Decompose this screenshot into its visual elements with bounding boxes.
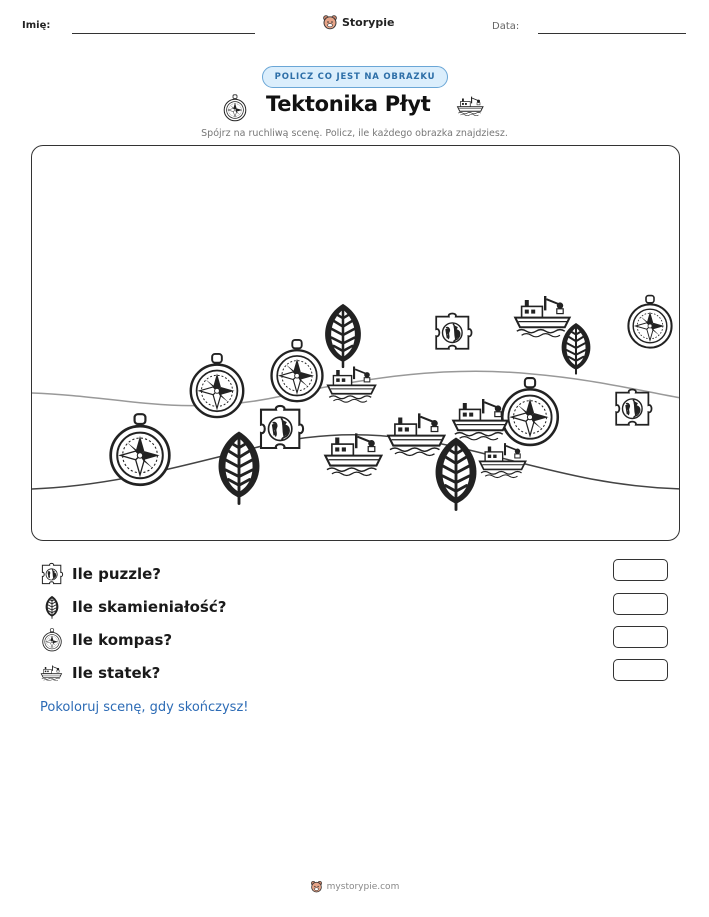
fossil-leaf-icon	[219, 431, 260, 503]
ship-icon	[515, 296, 569, 337]
ship-icon	[325, 433, 381, 475]
puzzle-icon	[261, 406, 303, 448]
name-field[interactable]	[72, 33, 255, 34]
puzzle-icon	[616, 389, 651, 424]
ship-icon	[328, 367, 376, 403]
compass-icon	[628, 296, 671, 348]
compass-icon	[222, 94, 248, 122]
ship-icon	[456, 94, 486, 118]
puzzle-icon	[436, 313, 471, 348]
question-puzzle	[40, 561, 161, 587]
footer-url[interactable]: mystorypie.com	[326, 881, 400, 892]
compass-icon	[272, 340, 323, 401]
ship-icon	[40, 661, 64, 685]
brand-name: Storypie	[342, 15, 395, 29]
question-text: Ile puzzle?	[72, 565, 162, 583]
compass-icon	[40, 628, 64, 652]
ship-icon	[480, 443, 526, 477]
date-label: Data:	[492, 21, 520, 32]
page-title: Tektonika Płyt	[266, 92, 431, 116]
brand-logo	[322, 14, 394, 30]
ship-icon	[453, 399, 507, 440]
compass-icon	[502, 378, 558, 445]
fossil-leaf-icon	[325, 304, 361, 367]
fossil-leaf-icon	[436, 437, 477, 509]
answer-box-fossil[interactable]	[613, 593, 668, 615]
question-compass	[40, 627, 172, 653]
question-fossil	[40, 594, 226, 620]
bear-logo-icon	[310, 880, 323, 893]
compass-icon	[111, 414, 170, 485]
question-text: Ile skamieniałość?	[72, 598, 227, 616]
activity-badge: POLICZ CO JEST NA OBRAZKU	[262, 66, 448, 88]
counting-scene	[31, 145, 680, 541]
ship-icon	[388, 413, 444, 455]
answer-box-compass[interactable]	[613, 626, 668, 648]
name-label: Imię:	[22, 20, 51, 31]
coloring-note: Pokoloruj scenę, gdy skończysz!	[40, 700, 249, 715]
fossil-leaf-icon	[562, 323, 591, 374]
bear-logo-icon	[322, 14, 338, 30]
scene-drawing	[32, 146, 680, 541]
answer-box-puzzle[interactable]	[613, 559, 668, 581]
date-field[interactable]	[538, 33, 686, 34]
footer	[0, 880, 709, 893]
page-subtitle: Spójrz na ruchliwą scenę. Policz, ile każdego obrazka znajdziesz.	[201, 128, 508, 139]
question-ship	[40, 660, 160, 686]
fossil-leaf-icon	[40, 595, 64, 619]
answer-box-ship[interactable]	[613, 659, 668, 681]
question-text: Ile statek?	[72, 664, 161, 682]
compass-icon	[191, 354, 243, 417]
puzzle-icon	[40, 562, 64, 586]
question-text: Ile kompas?	[72, 631, 173, 649]
